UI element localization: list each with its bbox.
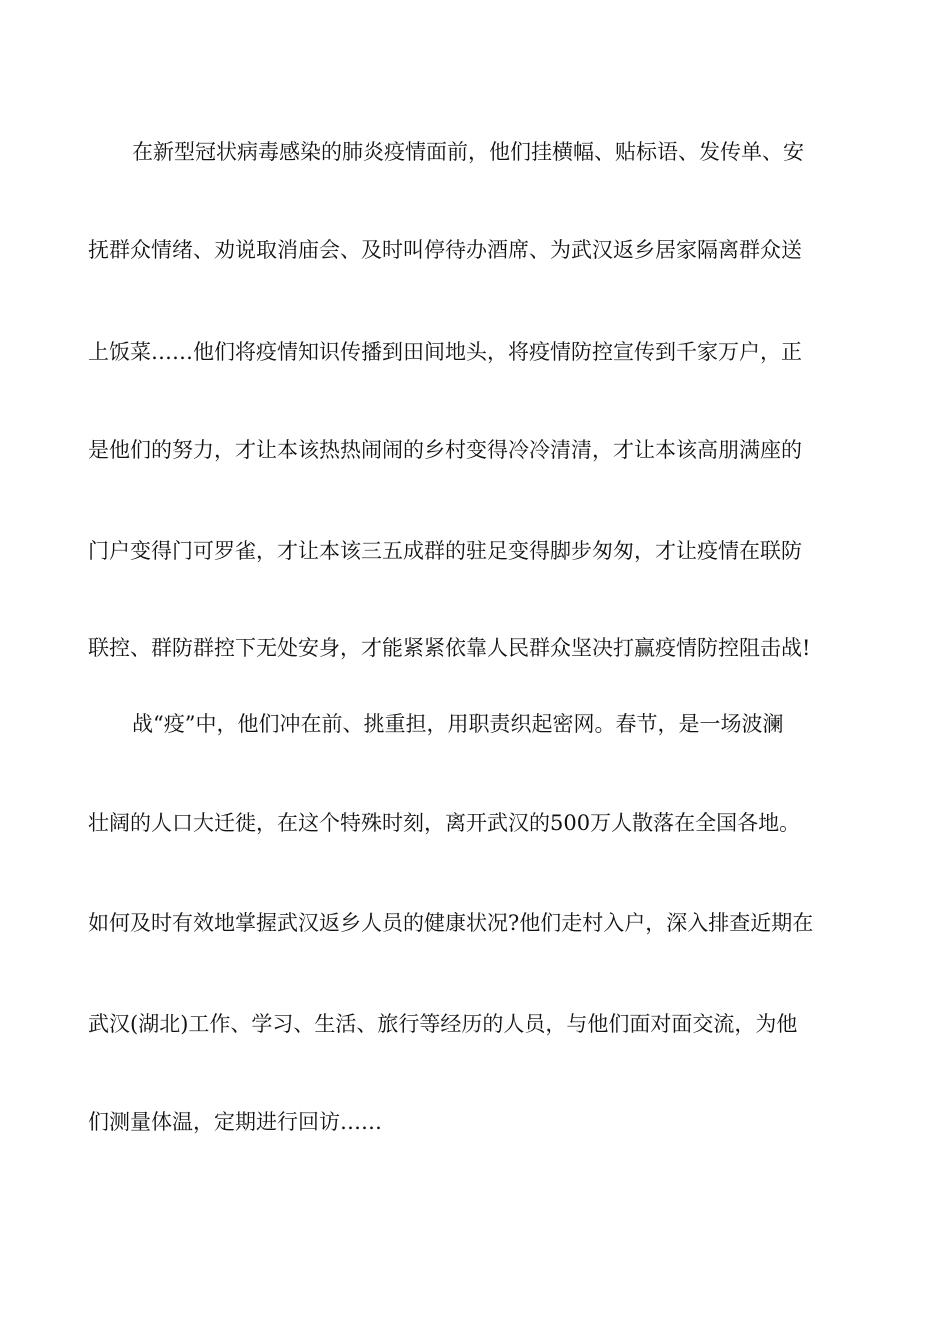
paragraph-2-line-4: 武汉(湖北)工作、学习、生活、旅行等经历的人员，与他们面对面交流，为他 [88,1012,798,1036]
paragraph-1-line-5: 门户变得门可罗雀，才让本该三五成群的驻足变得脚步匆匆，才让疫情在联防 [88,539,802,563]
paragraph-1-line-4: 是他们的努力，才让本该热热闹闹的乡村变得冷冷清清，才让本该高朋满座的 [88,438,802,462]
paragraph-1-line-1: 在新型冠状病毒感染的肺炎疫情面前，他们挂横幅、贴标语、发传单、安 [132,140,804,164]
paragraph-2-line-2: 壮阔的人口大迁徙，在这个特殊时刻，离开武汉的500万人散落在全国各地。 [88,811,801,835]
paragraph-1-line-2: 抚群众情绪、劝说取消庙会、及时叫停待办酒席、为武汉返乡居家隔离群众送 [88,238,802,262]
paragraph-2-line-1: 战“疫”中，他们冲在前、挑重担，用职责织起密网。春节，是一场波澜 [132,712,784,736]
paragraph-2-line-3: 如何及时有效地掌握武汉返乡人员的健康状况?他们走村入户，深入排查近期在 [88,911,814,935]
paragraph-1-line-3: 上饭菜……他们将疫情知识传播到田间地头，将疫情防控宣传到千家万户，正 [88,340,802,364]
paragraph-2-line-5: 们测量体温，定期进行回访…… [88,1110,382,1134]
paragraph-1-line-6: 联控、群防群控下无处安身，才能紧紧依靠人民群众坚决打赢疫情防控阻击战! [88,636,811,660]
